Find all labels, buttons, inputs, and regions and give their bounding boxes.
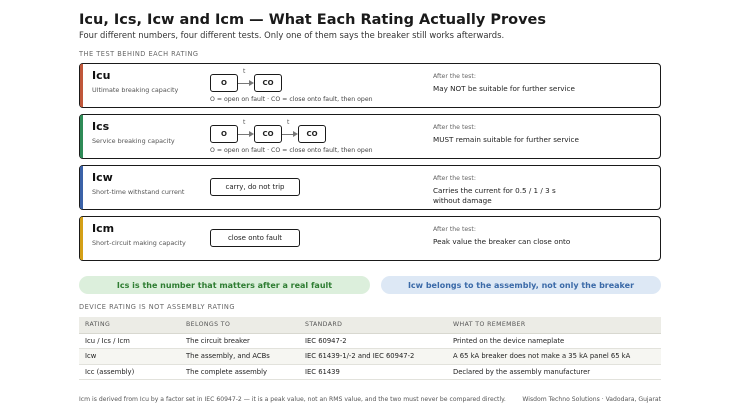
table-row xyxy=(79,333,661,349)
operation-box: O xyxy=(210,74,238,92)
callout-icw: Icw belongs to the assembly, not only the breaker xyxy=(381,276,661,294)
footer-credit: Wisdom Techno Solutions · Vadodara, Gujarat xyxy=(522,396,661,403)
tests-section-label: THE TEST BEHIND EACH RATING xyxy=(79,50,199,58)
table-cell: The assembly, and ACBs xyxy=(180,349,299,365)
rating-description: Short-circuit making capacity xyxy=(92,239,186,247)
test-sequence xyxy=(210,119,326,143)
table-cell: The circuit breaker xyxy=(180,333,299,349)
test-result xyxy=(433,186,556,206)
rating-card-ics xyxy=(79,114,661,159)
test-result xyxy=(433,84,575,94)
test-action-box: close onto fault xyxy=(210,229,300,247)
table-cell: IEC 60947-2 xyxy=(299,333,447,349)
table-cell: The complete assembly xyxy=(180,364,299,380)
operation-box: CO xyxy=(254,125,282,143)
rating-card-icu xyxy=(79,63,661,108)
rating-card-icm xyxy=(79,216,661,261)
sequence-legend: O = open on fault · CO = close onto fault, then open xyxy=(210,96,373,103)
table-cell: Printed on the device nameplate xyxy=(447,333,661,349)
arrow-icon xyxy=(282,119,298,143)
accent-bar xyxy=(80,115,83,158)
page-title: Icu, Ics, Icw and Icm — What Each Rating Actually Proves xyxy=(79,12,547,28)
callout-ics: Ics is the number that matters after a real fault xyxy=(79,276,370,294)
column-header: RATING xyxy=(79,317,180,333)
after-test-label: After the test: xyxy=(433,73,476,80)
table-cell: Icw xyxy=(79,349,180,365)
after-test-label: After the test: xyxy=(433,175,476,182)
rating-name: Icw xyxy=(92,171,113,184)
time-label: t xyxy=(287,119,290,126)
rating-description: Service breaking capacity xyxy=(92,137,175,145)
operation-box: O xyxy=(210,125,238,143)
result-line: MUST remain suitable for further service xyxy=(433,135,579,144)
table-header-row xyxy=(79,317,661,333)
rating-description: Short-time withstand current xyxy=(92,188,185,196)
column-header: STANDARD xyxy=(299,317,447,333)
after-test-label: After the test: xyxy=(433,124,476,131)
rating-name: Ics xyxy=(92,120,110,133)
table-cell: IEC 61439-1/-2 and IEC 60947-2 xyxy=(299,349,447,365)
table-section-label: DEVICE RATING IS NOT ASSEMBLY RATING xyxy=(79,303,235,311)
accent-bar xyxy=(80,166,83,209)
rating-name: Icm xyxy=(92,222,115,235)
accent-bar xyxy=(80,217,83,260)
operation-box: CO xyxy=(254,74,282,92)
column-header: BELONGS TO xyxy=(180,317,299,333)
result-line: Peak value the breaker can close onto xyxy=(433,237,571,246)
rating-description: Ultimate breaking capacity xyxy=(92,86,179,94)
time-label: t xyxy=(243,119,246,126)
table-row xyxy=(79,349,661,365)
page-subtitle: Four different numbers, four different tests. Only one of them says the breaker still works afterwards. xyxy=(79,30,505,40)
table-cell: Icc (assembly) xyxy=(79,364,180,380)
sequence-legend: O = open on fault · CO = close onto fault, then open xyxy=(210,147,373,154)
operation-box: CO xyxy=(298,125,326,143)
table-cell: Icu / Ics / Icm xyxy=(79,333,180,349)
table-cell: Declared by the assembly manufacturer xyxy=(447,364,661,380)
table-row xyxy=(79,364,661,380)
accent-bar xyxy=(80,64,83,107)
time-label: t xyxy=(243,68,246,75)
test-sequence xyxy=(210,68,282,92)
test-action-box: carry, do not trip xyxy=(210,178,300,196)
result-line: May NOT be suitable for further service xyxy=(433,84,575,93)
table-cell: IEC 61439 xyxy=(299,364,447,380)
footer-note: Icm is derived from Icu by a factor set in IEC 60947-2 — it is a peak value, not an RMS value, and the two must never be compared directly. xyxy=(79,396,506,403)
rating-card-icw xyxy=(79,165,661,210)
arrow-icon xyxy=(238,68,254,92)
rating-table xyxy=(79,317,661,380)
arrow-icon xyxy=(238,119,254,143)
test-result xyxy=(433,135,579,145)
column-header: WHAT TO REMEMBER xyxy=(447,317,661,333)
after-test-label: After the test: xyxy=(433,226,476,233)
result-line: Carries the current for 0.5 / 1 / 3 s xyxy=(433,186,556,195)
table-cell: A 65 kA breaker does not make a 35 kA panel 65 kA xyxy=(447,349,661,365)
rating-name: Icu xyxy=(92,69,111,82)
test-result xyxy=(433,237,570,247)
result-line: without damage xyxy=(433,196,492,205)
